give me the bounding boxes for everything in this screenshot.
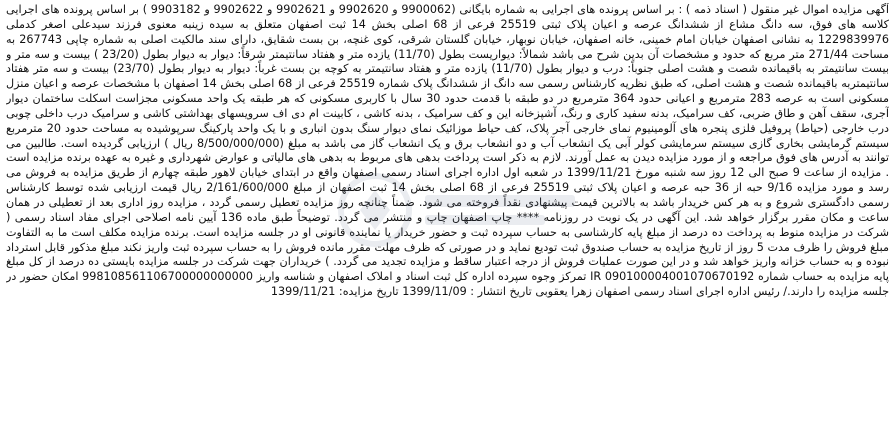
auction-notice	[6, 3, 889, 427]
notice-body: آگهی مزایده اموال غیر منقول ( اسناد ذمه ) : بر اساس پرونده های اجرایی به شماره بایگانی (9900062 و 9902620 و 9902621 و 9902622 و 9903182 ) بر اساس پرونده های اجرایی کلاسه های فوق، سه دانگ مشاع از ششدانگ عرصه و اعیان پلاک ثبتی 25519 فرعی از 68 اصلی بخش 14 ثبت اصفهان متعلق به سیده زینبه معنوی فرزند سیدعلی اصغر کدملی 1229839976 به نشانی اصفهان خیابان امام خمینی، خانه اصفهان، خیابان نوبهار، خیابان گلستان شرقی، کوی غنچه، بن بست شقایق، دارای سند مالکیت اصلی به شماره چاپی 267743 به مساحت 271/44 متر مربع که حدود و مشخصات آن بدین شرح می باشد شمالاً: دیواریست بطول (11/70) یازده متر و هفتاد سانتیمتر شرقاً: دیوار به دیوار بطول (23/20 ) بیست و سه متر و بیست سانتیمتر به باقیمانده شصت و هشت اصلی جنوباً: درب و دیوار بطول (11/70) یازده متر و هفتاد سانتیمتر به کوچه بن بست غرباً: دیوار به دیوار بطول (23/70) بیست و سه متر هفتاد سانتیمتربه باقیمانده شصت و هشت اصلی، که طبق نظریه کارشناس رسمی سه دانگ از ششدانگ پلاک شماره 25519 فرعی از 68 اصلی بخش 14 اصفهان با مشخصات عرصه و اعیان منزل مسکونی است به عرصه 283 مترمربع و اعیانی حدود 364 مترمربع در دو طبقه با قدمت حدود 30 سال با کاربری مسکونی که هر طبقه یک واحد مسکونی مجزاست اسکلت ساختمان دیوار آجری، سقف آهن و طاق ضربی، کف سرامیک، بدنه سفید کاری و رنگ، آشپزخانه این و کف سرامیک ، بدنه کاشی ، کابینت ام دی اف سرویسهای بهداشتی کاشی و سرامیک درب داخلی چوبی درب خارجی (حیاط) پروفیل فلزی پنجره های آلومینیوم نمای خارجی آجر پلاک، کف حیاط موزائیک نمای دیوار سنگ بدون انباری و با یک واحد پارکینگ سرپوشیده به مساحت حدود 20 مترمربع سیستم گرمایشی بخاری گازی سیستم سرمایشی کولر آبی یک انشعاب آب و دو انشعاب برق و یک انشعاب گاز می باشد به مبلغ (8/500/000/000 ریال ) ارزیابی گردیده است. طالبین می توانند به آدرس های فوق مراجعه و از مورد مزایده دیدن به عمل آورند. لازم به ذکر است پرداخت بدهی های مربوط به بدهی های مالیاتی و عوارض شهرداری و غیره به عهده برنده مزایده است . مزایده از ساعت 9 صبح الی 12 روز سه شنبه مورخ 1399/11/21 در شعبه اول اداره اجرای اسناد رسمی اصفهان واقع در ابتدای خیابان لاهور طبقه چهارم از طریق مزایده به فروش می رسد و مورد مزایده 9/16 حبه از 36 حبه عرصه و اعیان پلاک ثبتی 25519 فرعی از 68 اصلی بخش 14 ثبت اصفهان از مبلغ 2/161/600/000 ریال قیمت ارزیابی شده توسط کارشناس رسمی دادگستری شروع و به هر کس خریدار باشد به بالاترین قیمت پیشنهادی نقداً فروخته می شود. ضمناً چنانچه روز مزایده تعطیل رسمی گردد ، مزایده روز اداری بعد از تعطیلی در همان ساعت و مکان مقرر برگزار خواهد شد. این آگهی در یک نوبت در روزنامه **** چاپ اصفهان چاپ و منتشر می گردد. توضیحاً طبق ماده 136 آیین نامه اصلاحی اجرای مفاد اسناد رسمی ( شرکت در مزایده منوط به پرداخت ده درصد از مبلغ پایه کارشناسی به حساب سپرده ثبت و حضور خریدار یا نماینده قانونی او در جلسه مزایده است. برنده مزایده مکلف است ما به التفاوت مبلغ فروش را ظرف مدت 5 روز از تاریخ مزایده به حساب صندوق ثبت تودیع نماید و در صورتی که ظرف مهلت مقرر مانده فروش را به حساب سپرده ثبت واریز نکند مبلغ مذکور قابل استرداد نبوده و به حساب خزانه واریز خواهد شد و در این صورت عملیات فروش از درجه اعتبار ساقط و مزایده تجدید می گردد. ) خریداران جهت شرکت در جلسه مزایده بایستی ده درصد از کل مبلغ پایه مزایده به حساب شماره IR 090100004001070670192 تمرکز وجوه سپرده اداره کل ثبت اسناد و املاک اصفهان و شناسه واریز 998108561106700000000000 امکان حضور در جلسه مزایده را دارند./ رئیس اداره اجرای اسناد رسمی اصفهان زهرا یعقوبی تاریخ انتشار : 1399/11/09 تاریخ مزایده: 1399/11/21	[6, 3, 889, 299]
